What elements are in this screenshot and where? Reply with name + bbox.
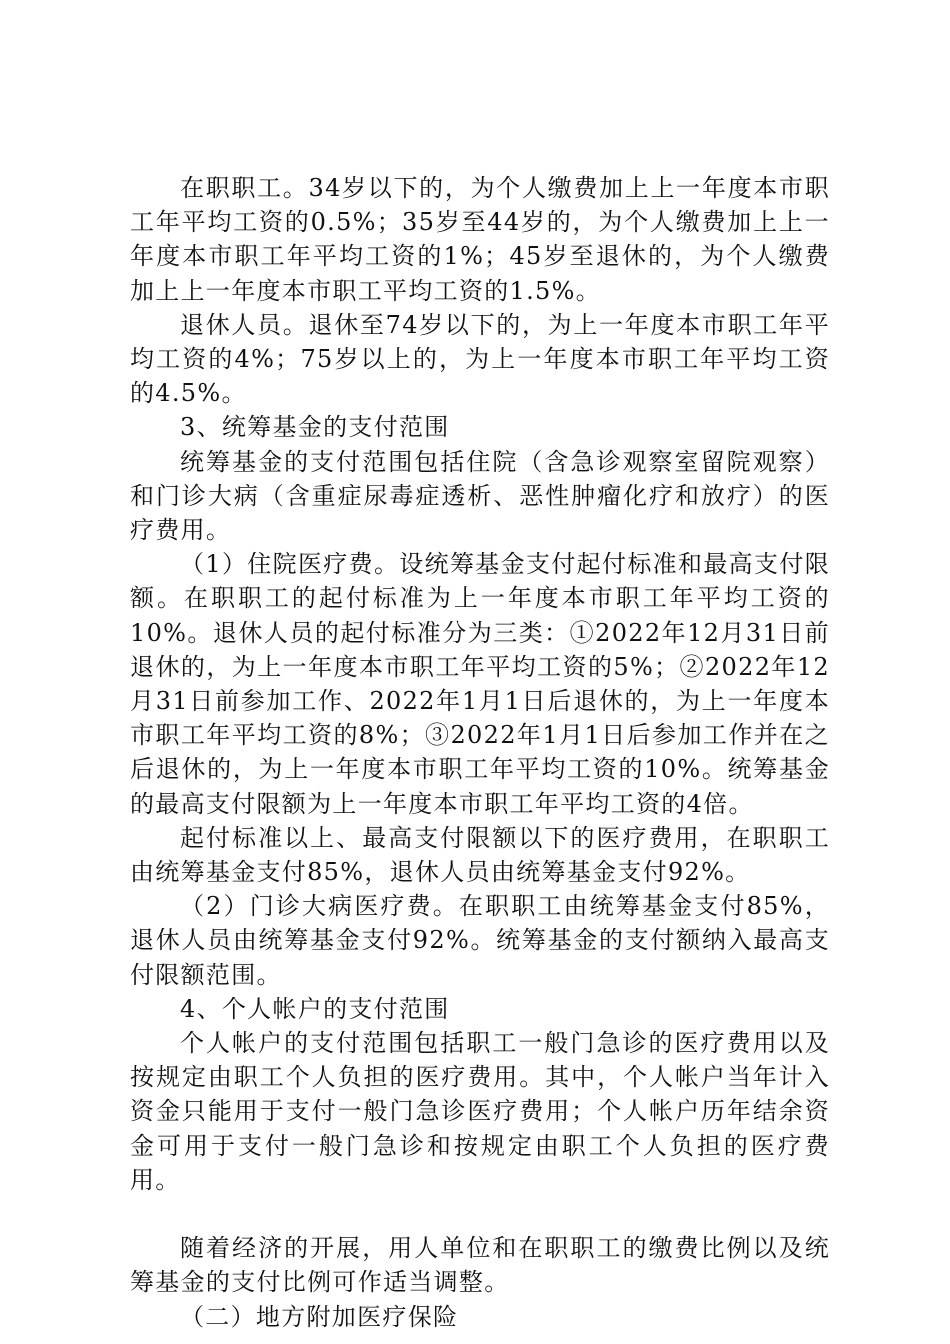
paragraph-adjustment: 随着经济的开展，用人单位和在职职工的缴费比例以及统筹基金的支付比例可作适当调整。 bbox=[130, 1234, 830, 1297]
paragraph-outpatient-major-illness: （2）门诊大病医疗费。在职职工由统筹基金支付85%，退休人员由统筹基金支付92%。统筹基金的支付额纳入最高支付限额范围。 bbox=[130, 892, 830, 989]
section-heading-local-supplementary-insurance: （二）地方附加医疗保险 bbox=[180, 1302, 459, 1331]
paragraph-pooled-fund-scope: 统筹基金的支付范围包括住院（含急诊观察室留院观察）和门诊大病（含重症尿毒症透析、恶性肿瘤化疗和放疗）的医疗费用。 bbox=[130, 447, 830, 545]
section-heading-pooled-fund-scope: 3、统筹基金的支付范围 bbox=[180, 413, 450, 442]
paragraph-retirees: 退休人员。退休至74岁以下的，为上一年度本市职工年平均工资的4%；75岁以上的，为上一年度本市职工年平均工资的4.5%。 bbox=[130, 310, 830, 408]
paragraph-payment-ratio: 起付标准以上、最高支付限额以下的医疗费用，在职职工由统筹基金支付85%，退休人员由统筹基金支付92%。 bbox=[130, 823, 830, 887]
document-body bbox=[130, 171, 830, 1334]
paragraph-active-employees: 在职职工。34岁以下的，为个人缴费加上上一年度本市职工年平均工资的0.5%；35岁至44岁的，为个人缴费加上上一年度本市职工年平均工资的1%；45岁至退休的，为个人缴费加上上一年度本市职工平均工资的1.5%。 bbox=[130, 174, 830, 305]
paragraph-personal-account-scope: 个人帐户的支付范围包括职工一般门急诊的医疗费用以及按规定由职工个人负担的医疗费用。其中，个人帐户当年计入资金只能用于支付一般门急诊医疗费用；个人帐户历年结余资金可用于支付一般门急诊和按规定由职工个人负担的医疗费用。 bbox=[130, 1029, 830, 1194]
section-heading-personal-account-scope: 4、个人帐户的支付范围 bbox=[180, 994, 450, 1023]
paragraph-inpatient-costs: （1）住院医疗费。设统筹基金支付起付标准和最高支付限额。在职职工的起付标准为上一年度本市职工年平均工资的10%。退休人员的起付标准分为三类：①2022年12月31日前退休的，为上一年度本市职工年平均工资的5%；②2022年12月31日前参加工作、2022年1月1日后退休的，为上一年度本市职工年平均工资的8%；③2022年1月1日后参加工作并在之后退休的，为上一年度本市职工年平均工资的10%。统筹基金的最高支付限额为上一年度本市职工年平均工资的4倍。 bbox=[130, 550, 830, 818]
